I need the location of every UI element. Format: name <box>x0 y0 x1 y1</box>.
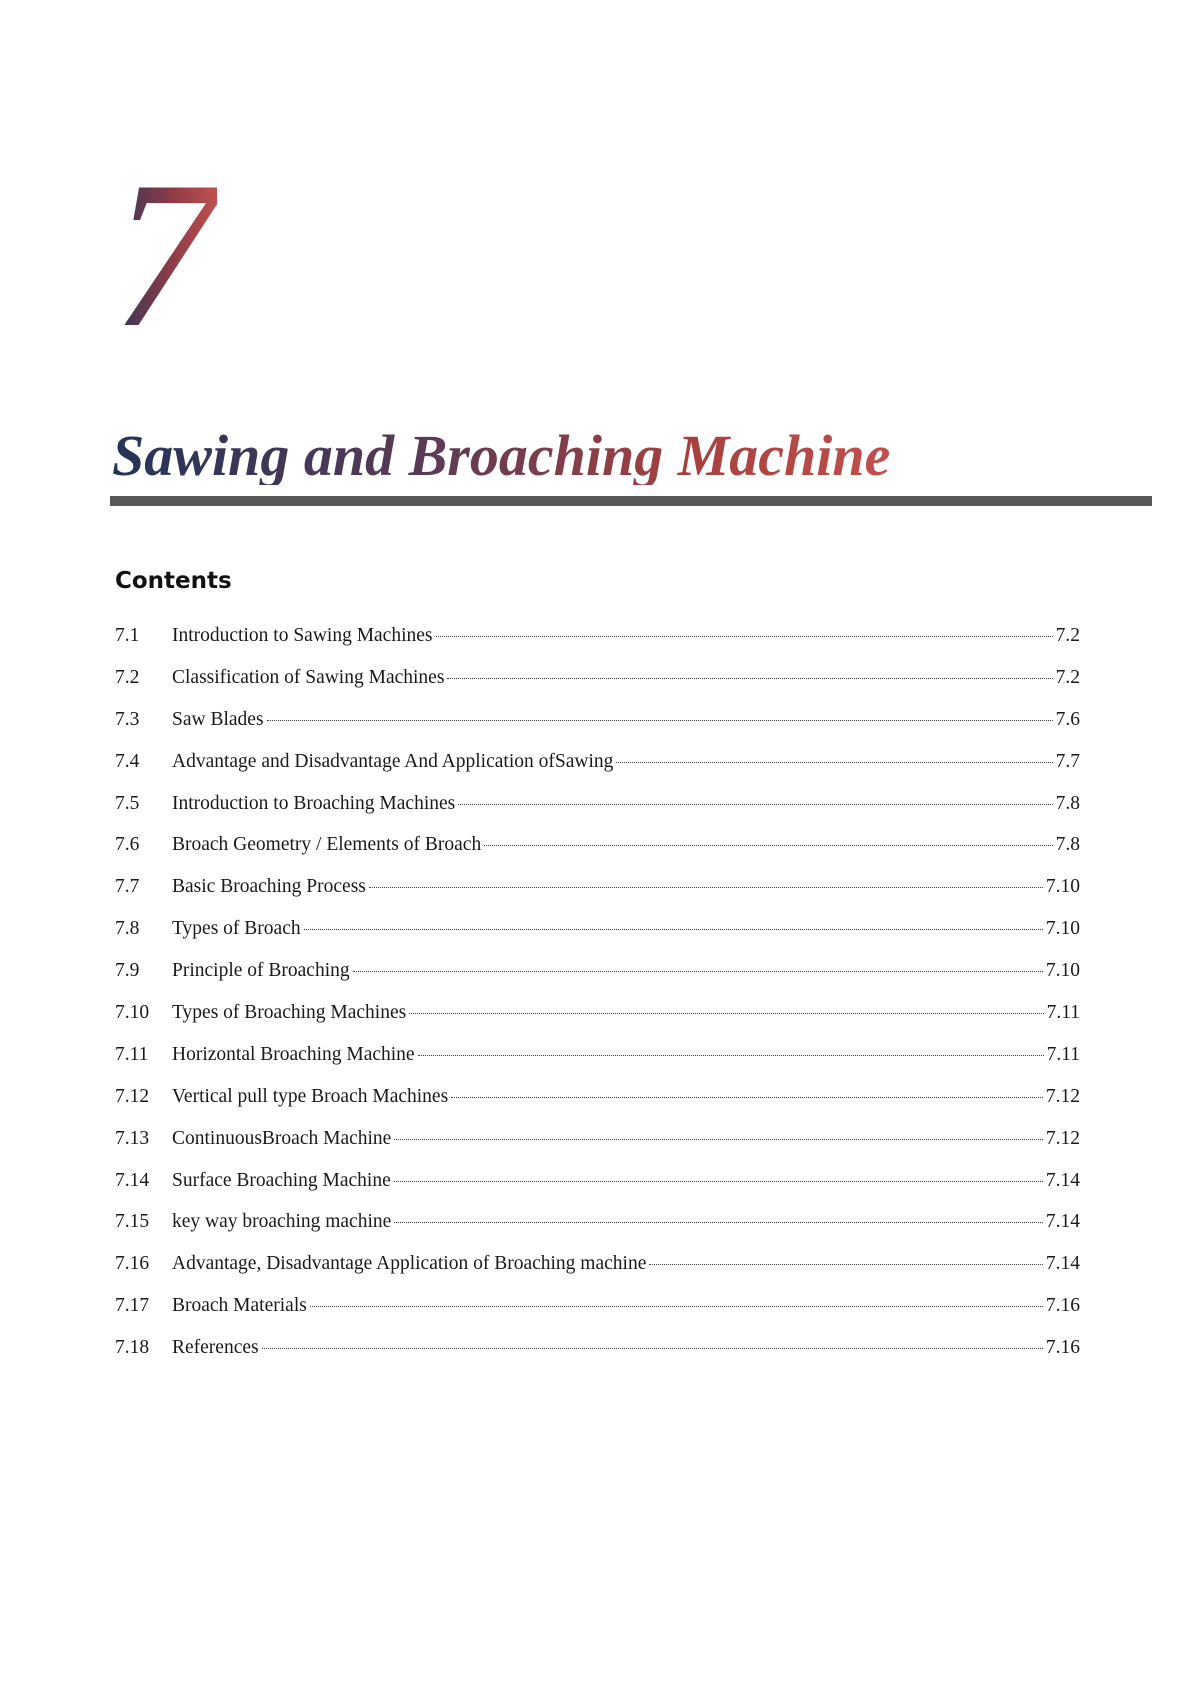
toc-dot-leader <box>484 844 1052 846</box>
toc-dot-leader <box>304 928 1043 930</box>
toc-dot-leader <box>394 1221 1043 1223</box>
toc-dot-leader <box>458 803 1052 805</box>
toc-entry[interactable] <box>115 1253 1080 1295</box>
toc-dot-leader <box>418 1054 1044 1056</box>
toc-dot-leader <box>262 1347 1043 1349</box>
toc-entry[interactable] <box>115 1337 1080 1379</box>
toc-entry-page: 7.12 <box>1045 1085 1080 1107</box>
toc-entry[interactable] <box>115 918 1080 960</box>
toc-entry-number: 7.11 <box>115 1043 149 1065</box>
toc-entry-page: 7.10 <box>1045 960 1080 982</box>
toc-entry[interactable] <box>115 1170 1080 1212</box>
toc-entry-title: Basic Broaching Process <box>172 876 366 898</box>
toc-entry-page: 7.6 <box>1055 708 1080 730</box>
toc-entry-page: 7.10 <box>1045 918 1080 940</box>
toc-dot-leader <box>616 761 1052 763</box>
toc-entry-number: 7.1 <box>115 625 140 646</box>
toc-entry-page: 7.16 <box>1045 1337 1080 1359</box>
toc-entry-number: 7.15 <box>115 1211 150 1233</box>
toc-entry-page: 7.16 <box>1045 1295 1080 1317</box>
toc-entry-number: 7.18 <box>115 1337 150 1359</box>
toc-entry-page: 7.14 <box>1045 1253 1080 1275</box>
toc-entry-title: Advantage and Disadvantage And Application ofSawing <box>172 750 614 772</box>
toc-entry-title: Principle of Broaching <box>172 960 350 982</box>
toc-entry-number: 7.4 <box>115 750 140 772</box>
toc-entry[interactable] <box>115 793 1080 835</box>
toc-entry-page: 7.11 <box>1046 1002 1080 1024</box>
toc-entry[interactable] <box>115 1002 1080 1044</box>
toc-entry-page: 7.7 <box>1055 750 1080 772</box>
toc-entry-number: 7.14 <box>115 1169 150 1191</box>
toc-entry-number: 7.12 <box>115 1085 150 1107</box>
chapter-title: Sawing and Broaching Machine <box>112 423 891 488</box>
table-of-contents <box>115 625 1080 1379</box>
toc-entry-title: Horizontal Broaching Machine <box>172 1043 415 1065</box>
toc-entry-page: 7.10 <box>1045 876 1080 898</box>
toc-entry-title: References <box>172 1337 259 1359</box>
toc-entry-number: 7.5 <box>115 792 140 814</box>
toc-entry-title: Introduction to Sawing Machines <box>172 625 433 646</box>
toc-entry[interactable] <box>115 625 1080 667</box>
toc-entry-number: 7.2 <box>115 666 140 688</box>
toc-entry-page: 7.14 <box>1045 1211 1080 1233</box>
toc-entry-number: 7.7 <box>115 876 140 898</box>
contents-heading: Contents <box>115 568 232 594</box>
toc-dot-leader <box>394 1138 1043 1140</box>
toc-entry-number: 7.6 <box>115 834 140 856</box>
toc-entry-page: 7.8 <box>1055 792 1080 814</box>
toc-entry[interactable] <box>115 667 1080 709</box>
toc-dot-leader <box>451 1096 1043 1098</box>
chapter-number: 7 <box>112 139 217 371</box>
toc-dot-leader <box>649 1263 1043 1265</box>
toc-entry-title: Types of Broach <box>172 918 301 940</box>
toc-entry[interactable] <box>115 1211 1080 1253</box>
toc-entry-page: 7.11 <box>1046 1043 1080 1065</box>
toc-entry-page: 7.14 <box>1045 1169 1080 1191</box>
toc-dot-leader <box>267 719 1053 721</box>
title-divider <box>110 496 1152 506</box>
toc-entry-title: Broach Geometry / Elements of Broach <box>172 834 482 856</box>
toc-entry[interactable] <box>115 751 1080 793</box>
toc-entry-number: 7.8 <box>115 918 140 940</box>
toc-entry-number: 7.13 <box>115 1127 150 1149</box>
toc-entry-page: 7.8 <box>1055 834 1080 856</box>
toc-entry-title: Vertical pull type Broach Machines <box>172 1085 449 1107</box>
toc-entry[interactable] <box>115 1086 1080 1128</box>
toc-entry-title: Saw Blades <box>172 708 264 730</box>
toc-entry[interactable] <box>115 834 1080 876</box>
toc-entry[interactable] <box>115 709 1080 751</box>
toc-dot-leader <box>447 677 1052 679</box>
toc-dot-leader <box>409 1012 1043 1014</box>
toc-entry[interactable] <box>115 876 1080 918</box>
toc-entry-title: Advantage, Disadvantage Application of Broaching machine <box>172 1253 647 1275</box>
toc-entry-title: key way broaching machine <box>172 1211 392 1233</box>
toc-entry-number: 7.10 <box>115 1002 150 1024</box>
toc-entry[interactable] <box>115 1044 1080 1086</box>
toc-entry-title: Surface Broaching Machine <box>172 1169 391 1191</box>
toc-entry-title: Introduction to Broaching Machines <box>172 792 456 814</box>
toc-entry-title: Broach Materials <box>172 1295 307 1317</box>
toc-dot-leader <box>353 970 1043 972</box>
toc-entry-page: 7.12 <box>1045 1127 1080 1149</box>
toc-entry-number: 7.9 <box>115 960 140 982</box>
toc-dot-leader <box>369 886 1043 888</box>
toc-dot-leader <box>394 1180 1043 1182</box>
toc-entry[interactable] <box>115 1128 1080 1170</box>
toc-entry-page: 7.2 <box>1055 625 1080 646</box>
toc-entry[interactable] <box>115 960 1080 1002</box>
toc-entry[interactable] <box>115 1295 1080 1337</box>
toc-entry-number: 7.16 <box>115 1253 150 1275</box>
toc-entry-page: 7.2 <box>1055 666 1080 688</box>
toc-entry-title: Classification of Sawing Machines <box>172 666 445 688</box>
toc-entry-title: ContinuousBroach Machine <box>172 1127 392 1149</box>
toc-dot-leader <box>436 635 1053 637</box>
toc-entry-title: Types of Broaching Machines <box>172 1002 407 1024</box>
toc-entry-number: 7.3 <box>115 708 140 730</box>
toc-dot-leader <box>310 1305 1043 1307</box>
toc-entry-number: 7.17 <box>115 1295 150 1317</box>
